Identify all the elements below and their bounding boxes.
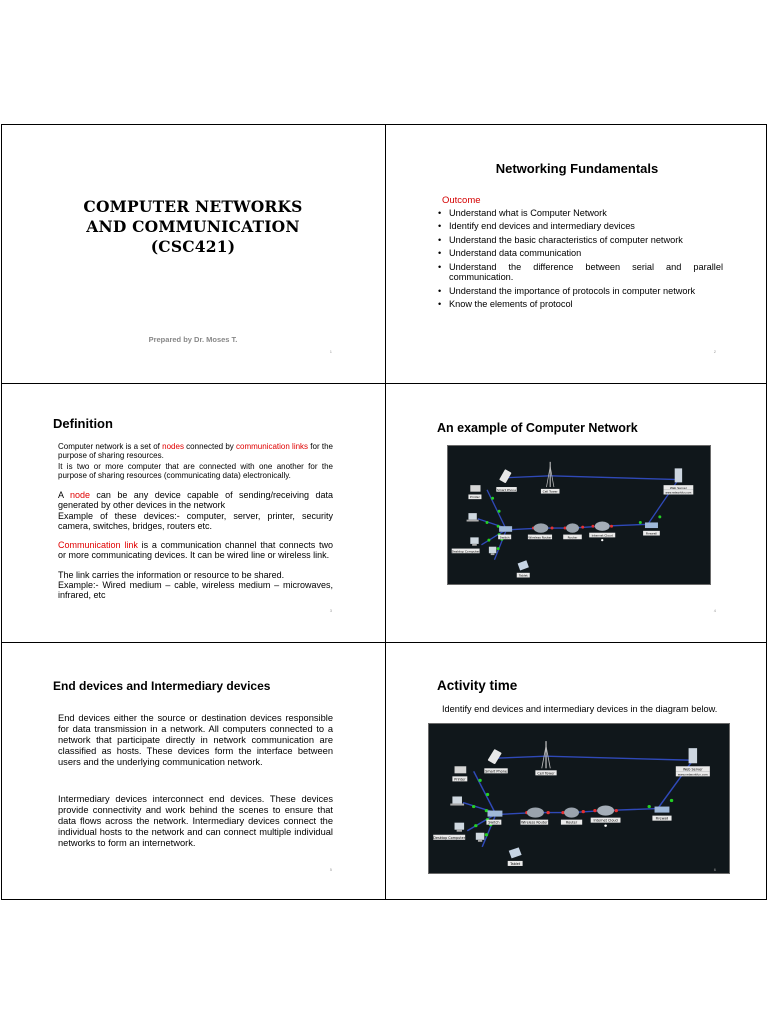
slide-title: Activity time bbox=[437, 678, 518, 693]
svg-text:Wireless Router: Wireless Router bbox=[521, 820, 548, 825]
end-devices-paragraph: End devices either the source or destination devices responsible for data transmission in a network. All computers connected to a network that participate directly in network communication are classified as hosts. These devices form the interface between users and the underlying communication network. bbox=[58, 713, 333, 767]
svg-text:Internet Cloud: Internet Cloud bbox=[593, 818, 618, 823]
internet-cloud-icon bbox=[589, 522, 615, 542]
slide-title: Definition bbox=[53, 416, 113, 431]
slide-3 bbox=[2, 384, 384, 641]
list-item: • Understand the difference between serial and parallel communication. bbox=[438, 262, 723, 284]
svg-text:Smart Phone: Smart Phone bbox=[485, 769, 507, 774]
internet-cloud-icon bbox=[591, 806, 621, 827]
title-line-3: (CSC421) bbox=[150, 237, 236, 256]
page-number: 4 bbox=[713, 608, 716, 613]
definition-paragraph-2: It is two or more computer that are connected with one another for the purpose of sharing resources (communicating data) electronically. bbox=[58, 462, 333, 480]
svg-text:Desktop Computer: Desktop Computer bbox=[451, 549, 480, 554]
list-item: • Understand what is Computer Network bbox=[438, 208, 723, 219]
slide-title: Networking Fundamentals bbox=[495, 161, 659, 176]
slide-5 bbox=[2, 643, 384, 900]
link-paragraph: Communication link is a communication channel that connects two or more communicating devices. It can be wired line or wireless link. bbox=[58, 540, 333, 560]
wireless-router-icon bbox=[520, 808, 548, 825]
tablet-icon bbox=[508, 847, 523, 866]
outcome-list bbox=[438, 208, 723, 313]
list-item: • Understand data communication bbox=[438, 248, 723, 259]
svg-text:Router: Router bbox=[565, 820, 578, 825]
svg-text:Web Server: Web Server bbox=[669, 485, 687, 490]
list-item: • Understand the importance of protocols in computer network bbox=[438, 286, 723, 297]
tablet-icon bbox=[517, 560, 530, 577]
list-item: • Know the elements of protocol bbox=[438, 299, 723, 310]
activity-instruction: Identify end devices and intermediary devices in the diagram below. bbox=[442, 704, 718, 714]
slide-title: End devices and Intermediary devices bbox=[53, 679, 271, 693]
svg-text:Switch: Switch bbox=[488, 820, 500, 825]
list-item: • Understand the basic characteristics of computer network bbox=[438, 235, 723, 246]
laptop-icon bbox=[467, 513, 479, 521]
firewall-icon bbox=[643, 522, 660, 535]
firewall-icon bbox=[652, 807, 671, 821]
title-line-1: COMPUTER NETWORKS bbox=[83, 197, 303, 216]
desktop-icon bbox=[452, 537, 481, 553]
svg-text:Wireless Router: Wireless Router bbox=[528, 535, 552, 540]
laptop-icon bbox=[450, 796, 464, 805]
svg-text:Firewall: Firewall bbox=[645, 531, 658, 536]
slide-2 bbox=[386, 125, 768, 382]
svg-text:www.networkfun.com: www.networkfun.com bbox=[665, 491, 692, 495]
title-line-2: AND COMMUNICATION bbox=[86, 217, 300, 236]
handout-grid bbox=[1, 124, 767, 900]
web-server-icon bbox=[676, 748, 710, 776]
svg-text:Printer: Printer bbox=[470, 495, 480, 500]
svg-text:Cell Tower: Cell Tower bbox=[537, 771, 555, 776]
page-number: 3 bbox=[329, 608, 332, 613]
network-diagram bbox=[428, 723, 730, 874]
svg-text:Cell Tower: Cell Tower bbox=[542, 489, 558, 494]
svg-text:Smart Phone: Smart Phone bbox=[496, 487, 517, 492]
slide-1 bbox=[2, 125, 384, 382]
page-number: 2 bbox=[713, 349, 716, 354]
pc-icon bbox=[489, 547, 496, 555]
definition-paragraph-1: Computer network is a set of nodes connected by communication links for the purpose of sharing resources. bbox=[58, 442, 333, 460]
svg-text:Desktop Computer: Desktop Computer bbox=[433, 835, 466, 840]
network-diagram-svg bbox=[448, 446, 710, 584]
router-icon bbox=[561, 808, 582, 825]
smartphone-icon bbox=[496, 469, 516, 492]
cell-tower-icon bbox=[541, 462, 560, 494]
smartphone-icon bbox=[484, 749, 507, 773]
svg-text:www.networkfun.com: www.networkfun.com bbox=[677, 773, 708, 777]
outcome-label: Outcome bbox=[442, 195, 481, 206]
router-icon bbox=[563, 523, 582, 539]
web-server-icon bbox=[664, 468, 694, 494]
page-number: 1 bbox=[329, 349, 332, 354]
slide-4 bbox=[386, 384, 768, 641]
intermediary-devices-paragraph: Intermediary devices interconnect end devices. These devices provide connectivity and work behind the scenes to ensure that data flows across the network. Intermediary devices connect the individual hosts to the network and can connect multiple individual networks to form an internetwork. bbox=[58, 794, 333, 848]
page-number: 6 bbox=[713, 867, 716, 872]
printer-icon bbox=[452, 766, 467, 781]
cell-tower-icon bbox=[535, 741, 556, 775]
medium-example: Example:- Wired medium – cable, wireless medium – microwaves, infrared, etc bbox=[58, 580, 333, 600]
page-number: 5 bbox=[329, 867, 332, 872]
course-title bbox=[2, 197, 384, 257]
svg-text:Router: Router bbox=[567, 535, 578, 540]
slide-6 bbox=[386, 643, 768, 900]
network-diagram-svg bbox=[429, 724, 729, 873]
svg-text:Web Server: Web Server bbox=[683, 767, 703, 772]
devices-example: Example of these devices:- computer, server, printer, security camera, switches, bridges, routers etc. bbox=[58, 511, 333, 531]
list-item: • Identify end devices and intermediary devices bbox=[438, 221, 723, 232]
svg-text:Internet Cloud: Internet Cloud bbox=[591, 533, 613, 538]
svg-text:Firewall: Firewall bbox=[655, 816, 669, 821]
slide-title: An example of Computer Network bbox=[437, 421, 638, 435]
svg-text:Printer: Printer bbox=[454, 777, 466, 782]
wireless-router-icon bbox=[528, 523, 552, 539]
svg-text:Tablet: Tablet bbox=[518, 573, 528, 578]
pc-icon bbox=[476, 833, 485, 842]
desktop-icon bbox=[433, 823, 466, 840]
network-diagram bbox=[447, 445, 711, 585]
svg-text:Tablet: Tablet bbox=[510, 862, 521, 866]
prepared-by: Prepared by Dr. Moses T. bbox=[148, 335, 238, 344]
printer-icon bbox=[468, 485, 481, 499]
svg-text:Switch: Switch bbox=[499, 535, 510, 540]
node-paragraph: A node can be any device capable of sending/receiving data generated by other devices in the network bbox=[58, 490, 333, 510]
link-carry-text: The link carries the information or resource to be shared. bbox=[58, 570, 285, 580]
